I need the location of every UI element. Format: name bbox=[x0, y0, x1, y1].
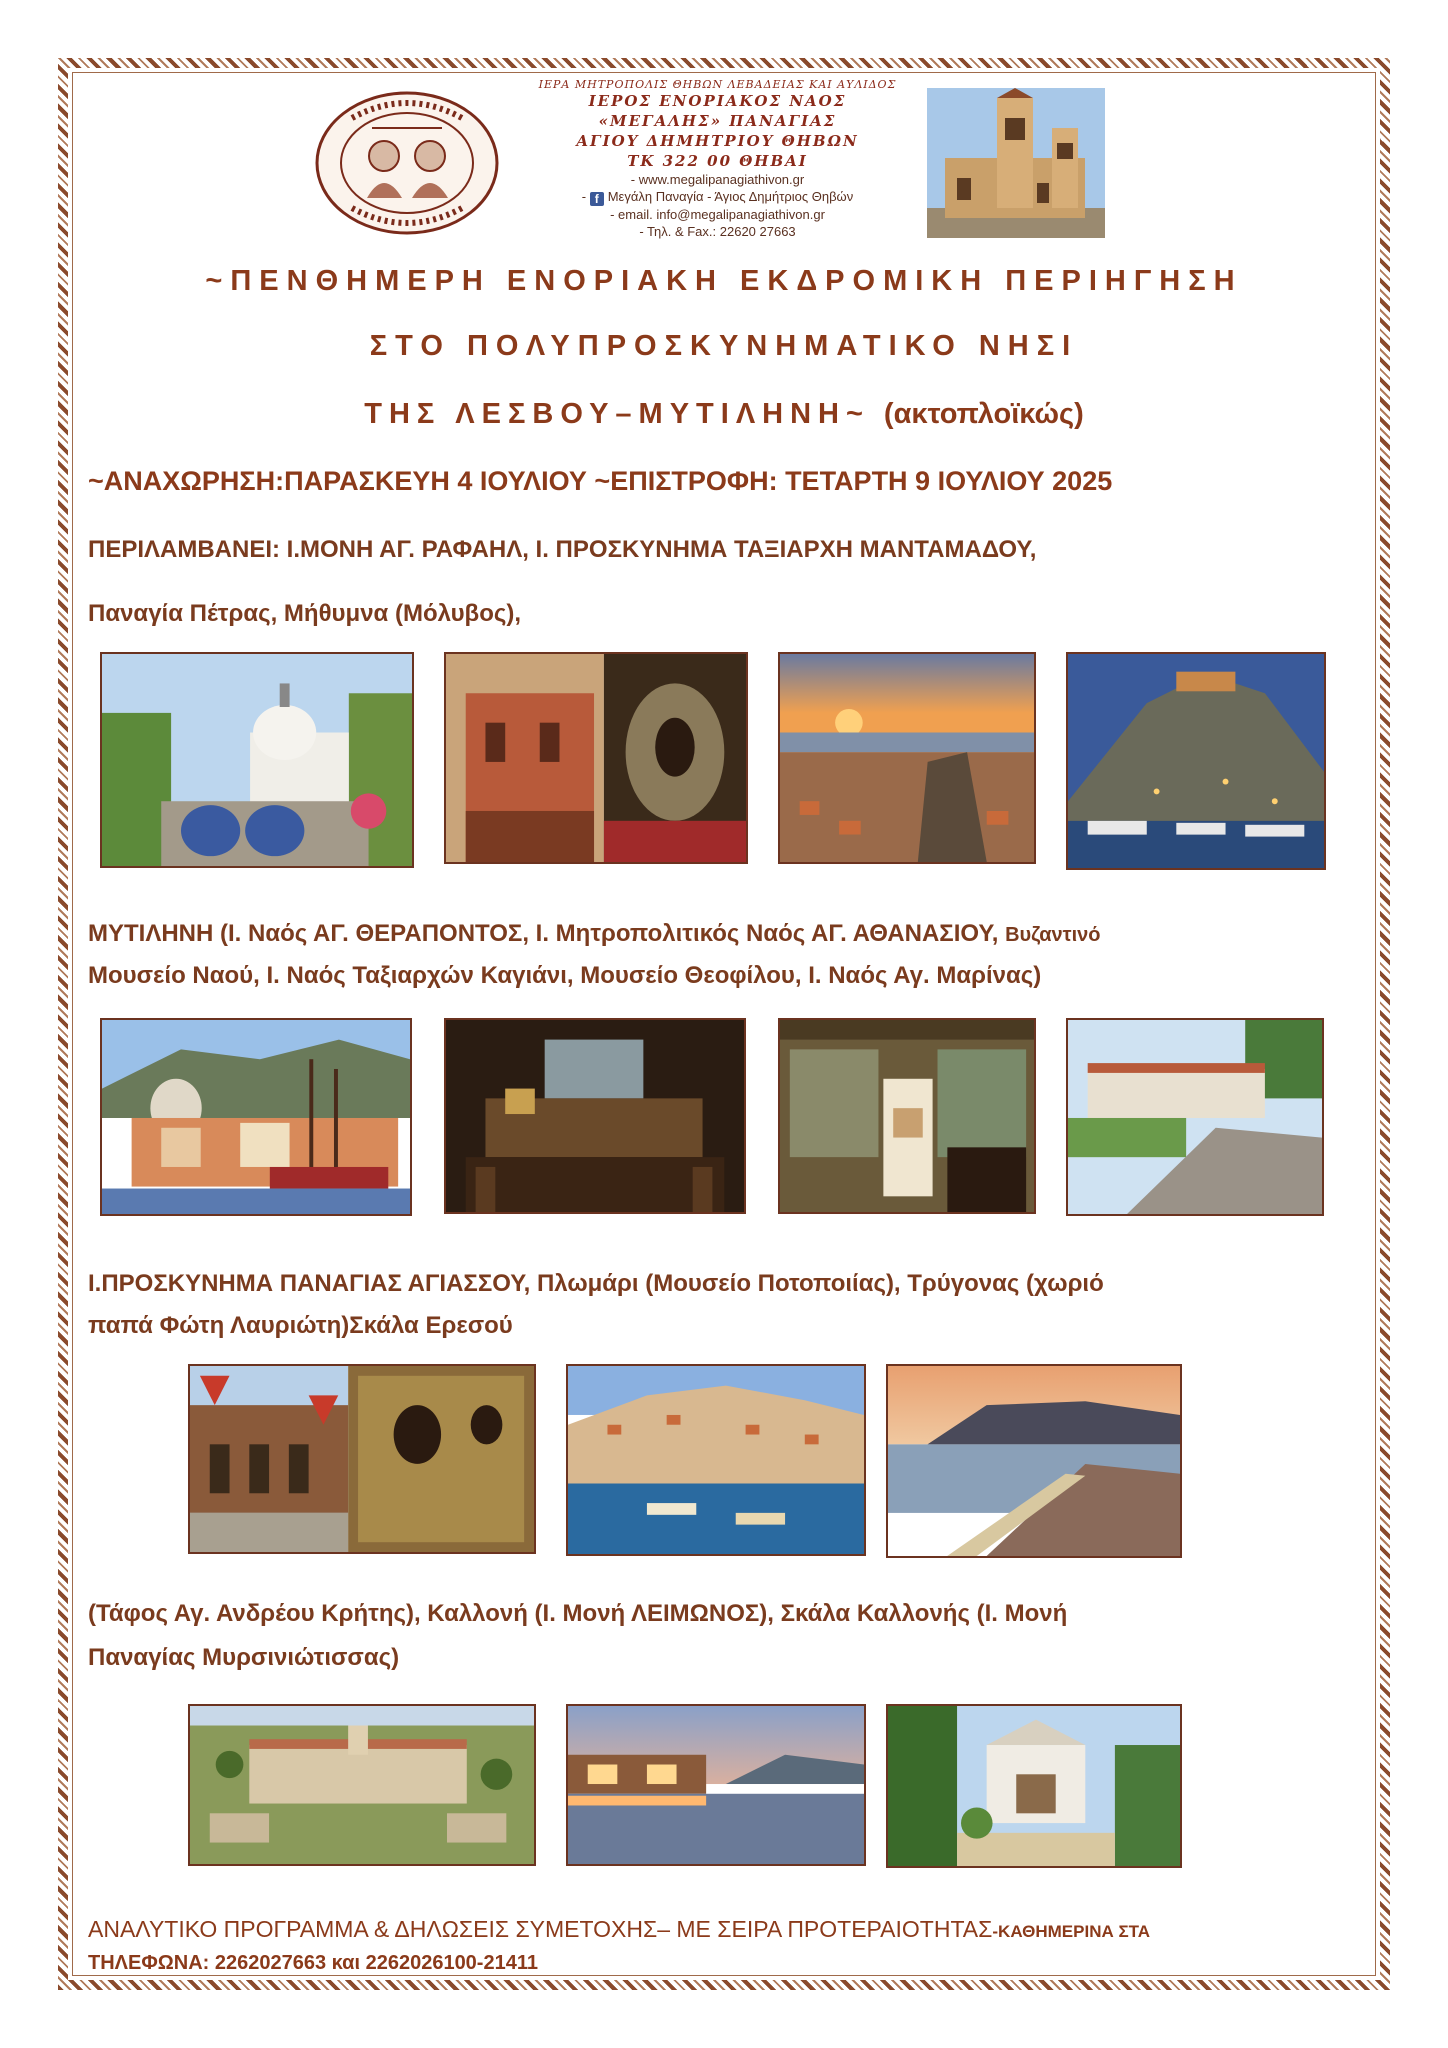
photo-panagia-agiassou bbox=[188, 1364, 536, 1554]
title-line1: ~ΠΕΝΘΗΜΕΡΗ ΕΝΟΡΙΑΚΗ ΕΚΔΡΟΜΙΚΗ ΠΕΡΙΗΓΗΣΗ bbox=[205, 265, 1243, 297]
church-photo bbox=[927, 88, 1105, 238]
photo-plomari bbox=[566, 1364, 866, 1556]
header-line5: ΤΚ 322 00 ΘΗΒΑΙ bbox=[627, 152, 808, 170]
facebook-icon: f bbox=[590, 192, 604, 206]
metropolis-seal-logo bbox=[312, 88, 502, 238]
photo-panagia-petras bbox=[778, 652, 1036, 864]
footer-line1-small: -ΚΑΘΗΜΕΡΙΝΑ ΣΤΑ bbox=[992, 1922, 1151, 1941]
footer-phones: ΤΗΛΕΦΩΝΑ: 2262027663 και 2262026100-21411 bbox=[88, 1952, 538, 1974]
photo-taxiarchis-mantamados bbox=[444, 652, 748, 864]
title-line3-tail: (ακτοπλοϊκώς) bbox=[883, 398, 1084, 430]
header-line2: ΙΕΡΟΣ ΕΝΟΡΙΑΚΟΣ ΝΑΟΣ bbox=[588, 92, 847, 110]
section4-line2: Παναγίας Μυρσινιώτισσας) bbox=[88, 1644, 400, 1671]
title-line3-main: ΤΗΣ ΛΕΣΒΟΥ–ΜΥΤΙΛΗΝΗ~ bbox=[364, 398, 870, 430]
header-line4: ΑΓΙΟΥ ΔΗΜΗΤΡΙΟΥ ΘΗΒΩΝ bbox=[576, 132, 859, 150]
section2-line2: Μουσείο Ναού, Ι. Ναός Ταξιαρχών Καγιάνι, Μουσείο Θεοφίλου, Ι. Ναός Αγ. Μαρίνας) bbox=[88, 962, 1042, 989]
trip-dates: ~ΑΝΑΧΩΡΗΣΗ:ΠΑΡΑΣΚΕΥΗ 4 ΙΟΥΛΙΟΥ ~ΕΠΙΣΤΡΟΦΗ: ΤΕΤΑΡΤΗ 9 ΙΟΥΛΙΟΥ 2025 bbox=[88, 466, 1113, 496]
header-line1: ΙΕΡΑ ΜΗΤΡΟΠΟΛΙΣ ΘΗΒΩΝ ΛΕΒΑΔΕΙΑΣ ΚΑΙ ΑΥΛΙΔΟΣ bbox=[538, 78, 897, 91]
photo-agia-marina bbox=[1066, 1018, 1324, 1216]
section1-line1: ΠΕΡΙΛΑΜΒΑΝΕΙ: Ι.ΜΟΝΗ ΑΓ. ΡΑΦΑΗΛ, Ι. ΠΡΟΣΚΥΝΗΜΑ ΤΑΞΙΑΡΧΗ ΜΑΝΤΑΜΑΔΟΥ, bbox=[88, 536, 1037, 563]
section2-line1-small: Βυζαντινό bbox=[1005, 924, 1101, 946]
photo-church-interior bbox=[444, 1018, 746, 1214]
section3-line1: Ι.ΠΡΟΣΚΥΝΗΜΑ ΠΑΝΑΓΙΑΣ ΑΓΙΑΣΣΟΥ, Πλωμάρι (Μουσείο Ποτοποιίας), Τρύγονας (χωριό bbox=[88, 1270, 1104, 1297]
photo-theophilos-museum bbox=[778, 1018, 1036, 1214]
section3-line2: παπά Φώτη Λαυριώτη)Σκάλα Ερεσού bbox=[88, 1312, 513, 1339]
header-email[interactable]: - email. info@megalipanagiathivon.gr bbox=[610, 207, 825, 222]
title-line3 bbox=[85, 398, 1363, 431]
header-phone: - Τηλ. & Fax.: 22620 27663 bbox=[639, 224, 796, 239]
section1-line2: Παναγία Πέτρας, Μήθυμνα (Μόλυβος), bbox=[88, 600, 522, 627]
photo-myrsiniotissa-monastery bbox=[886, 1704, 1182, 1868]
header-facebook[interactable]: - f Μεγάλη Παναγία - Άγιος Δημήτριος Θηβών bbox=[581, 189, 854, 206]
photo-skala-eresou bbox=[886, 1364, 1182, 1558]
header-web[interactable]: - www.megalipanagiathivon.gr bbox=[630, 172, 805, 187]
section2-line1 bbox=[88, 912, 1101, 957]
parish-header bbox=[505, 78, 930, 240]
photo-mytilene-harbour bbox=[100, 1018, 412, 1216]
photo-limonos-monastery bbox=[188, 1704, 536, 1866]
footer-line1-main: ΑΝΑΛΥΤΙΚΟ ΠΡΟΓΡΑΜΜΑ & ΔΗΛΩΣΕΙΣ ΣΥΜΕΤΟΧΗΣ– ΜΕ ΣΕΙΡΑ ΠΡΟΤΕΡΑΙΟΤΗΤΑΣ bbox=[88, 1916, 993, 1942]
footer-line1 bbox=[88, 1916, 1150, 1943]
facebook-text: Μεγάλη Παναγία - Άγιος Δημήτριος Θηβών bbox=[607, 189, 854, 204]
photo-agios-rafail-monastery bbox=[100, 652, 414, 868]
photo-molyvos-night bbox=[1066, 652, 1326, 870]
section2-line1-main: ΜΥΤΙΛΗΝΗ (Ι. Ναός ΑΓ. ΘΕΡΑΠΟΝΤΟΣ, Ι. Μητροπολιτικός Ναός ΑΓ. ΑΘΑΝΑΣΙΟΥ, bbox=[88, 920, 999, 947]
section4-line1: (Τάφος Αγ. Ανδρέου Κρήτης), Καλλονή (Ι. Μονή ΛΕΙΜΩΝΟΣ), Σκάλα Καλλονής (Ι. Μονή bbox=[88, 1600, 1068, 1627]
title-line2: ΣΤΟ ΠΟΛΥΠΡΟΣΚΥΝΗΜΑΤΙΚΟ ΝΗΣΙ bbox=[369, 330, 1079, 362]
header-line3: «ΜΕΓΑΛΗΣ» ΠΑΝΑΓΙΑΣ bbox=[598, 112, 837, 130]
photo-skala-kallonis bbox=[566, 1704, 866, 1866]
